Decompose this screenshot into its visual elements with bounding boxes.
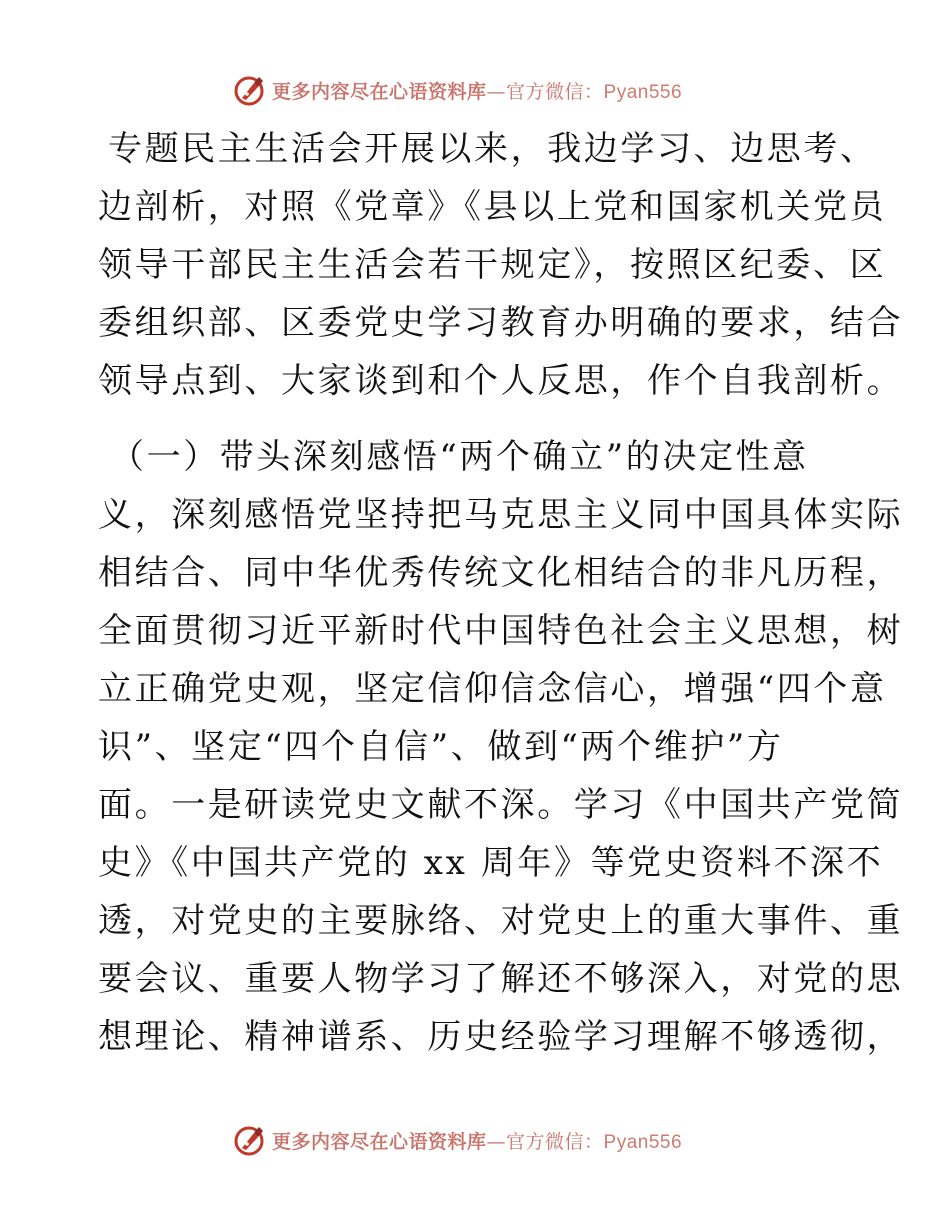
text-line: 要会议、重要人物学习了解还不够深入，对党的思	[98, 959, 904, 999]
text-line: 领导干部民主生活会若干规定》，按照区纪委、区	[98, 245, 887, 285]
text-line: 委组织部、区委党史学习教育办明确的要求，结合	[98, 303, 904, 343]
banner-text: 更多内容尽在心语资料库—官方微信：Pyan556	[272, 1130, 683, 1153]
paragraph-intro	[98, 120, 904, 410]
text-line: 义，深刻感悟党坚持把马克思主义同中国具体实际	[98, 495, 904, 535]
section-heading-line: （一）带头深刻感悟“两个确立”的决定性意	[110, 437, 809, 477]
text-line: 全面贯彻习近平新时代中国特色社会主义思想，树	[98, 611, 904, 651]
text-line: 边剖析，对照《党章》《县以上党和国家机关党员	[98, 187, 887, 227]
text-line: 相结合、同中华优秀传统文化相结合的非凡历程，	[98, 553, 904, 593]
text-line: 专题民主生活会开展以来，我边学习、边思考、	[108, 129, 877, 169]
text-line: 史》《中国共产党的 xx 周年》等党史资料不深不	[98, 843, 884, 883]
text-line: 透，对党史的主要脉络、对党史上的重大事件、重	[98, 901, 904, 941]
footer-watermark-banner	[232, 1122, 682, 1158]
text-line: 领导点到、大家谈到和个人反思，作个自我剖析。	[98, 361, 904, 401]
text-line: 想理论、精神谱系、历史经验学习理解不够透彻，	[98, 1017, 904, 1057]
header-watermark-banner	[232, 72, 682, 108]
text-line: 立正确党史观，坚定信仰信念信心，增强“四个意	[98, 669, 887, 709]
pen-nib-logo-icon	[232, 1123, 266, 1157]
banner-text: 更多内容尽在心语资料库—官方微信：Pyan556	[272, 80, 683, 103]
paragraph-section-one	[98, 428, 904, 1066]
text-line: 识”、坚定“四个自信”、做到“两个维护”方	[98, 727, 784, 767]
text-line: 面。一是研读党史文献不深。学习《中国共产党简	[98, 785, 904, 825]
pen-nib-logo-icon	[232, 73, 266, 107]
